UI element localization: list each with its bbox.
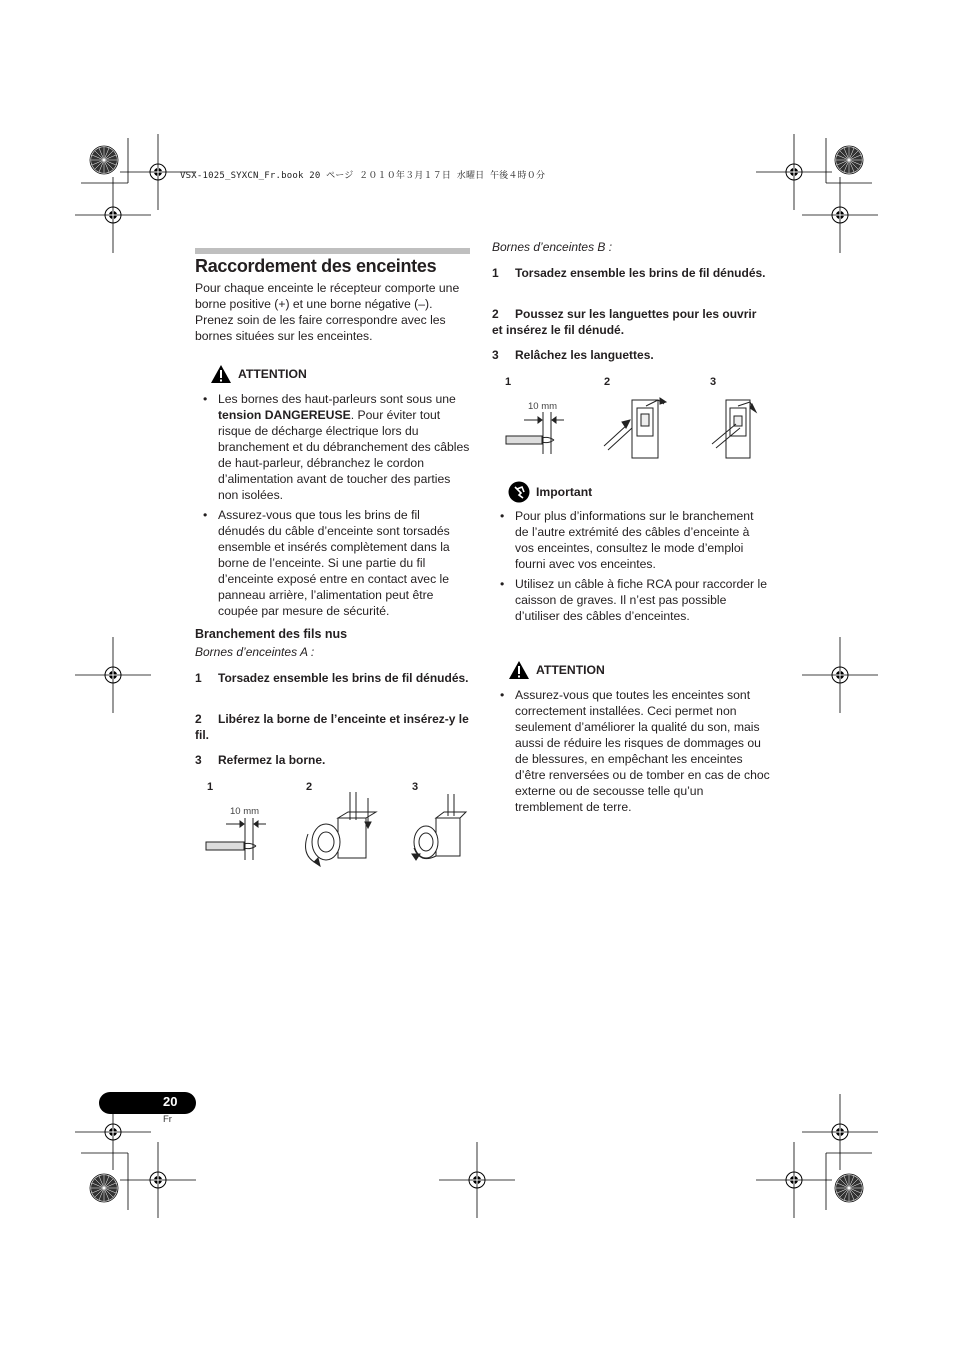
wire-illustration — [506, 412, 564, 454]
figure-b-dimension: 10 mm — [528, 401, 558, 412]
figure-b-label-3: 3 — [710, 376, 717, 388]
step-a3: 3 Refermez la borne. — [195, 753, 326, 767]
step-b2: 2 Poussez sur les languettes pour les ouvrir et insérez le fil dénudé. — [492, 307, 757, 337]
spring-terminal-open-illustration — [604, 398, 666, 458]
wire-illustration — [206, 818, 266, 860]
figure-b-label-1: 1 — [505, 376, 512, 388]
section-title: Raccordement des enceintes — [195, 256, 437, 276]
step-b1: 1 Torsadez ensemble les brins de fil dénudés. — [492, 266, 766, 280]
print-header: VSX-1025_SYXCN_Fr.book 20 ページ ２０１０年３月１７日 水曜日 午後４時０分 — [180, 171, 546, 181]
section-bar — [195, 248, 470, 254]
figure-b-label-2: 2 — [604, 376, 611, 388]
terminal-open-illustration — [306, 792, 376, 866]
step-a1: 1 Torsadez ensemble les brins de fil dénudés. — [195, 671, 469, 685]
intro-paragraph: Pour chaque enceinte le récepteur comporte une borne positive (+) et une borne négative (–). Prenez soin de les faire correspondre avec les bornes situées sur les enceintes. — [195, 281, 460, 343]
page-language: Fr — [163, 1114, 172, 1125]
subheading: Branchement des fils nus — [195, 627, 348, 641]
spring-terminal-closed-illustration — [712, 400, 756, 458]
warning-icon — [508, 660, 530, 680]
important-note-icon — [508, 481, 530, 503]
attention-label: ATTENTION — [536, 663, 605, 677]
terminal-label-a: Bornes d’enceintes A : — [195, 645, 315, 659]
warning-icon — [210, 364, 232, 384]
important-list — [492, 508, 770, 628]
figure-b-illustration — [500, 390, 770, 465]
figure-a-illustration — [200, 790, 470, 875]
list-item: • Utilisez un câble à fiche RCA pour raccorder le caisson de graves. Il n’est pas possible d’utiliser des câbles d’enceintes. — [492, 576, 770, 624]
attention-list-right — [492, 687, 770, 819]
list-item: • Assurez-vous que toutes les enceintes sont correctement installées. Ceci permet non seulement d’améliorer la qualité du son, mais aussi de réduire les risques de dommages ou de blessures, en empêchant les enceintes d’être renversées ou de tomber en cas de choc externe ou de secousse telle qu’un tremblement de terre. — [492, 687, 770, 815]
step-a2: 2 Libérez la borne de l’enceinte et insérez-y le fil. — [195, 712, 469, 742]
attention-list-left — [195, 391, 470, 623]
figure-a-label-2: 2 — [306, 781, 313, 793]
important-heading — [508, 481, 592, 503]
attention-heading-left — [210, 364, 307, 384]
page-number-badge — [99, 1092, 196, 1114]
list-item: • Pour plus d’informations sur le branchement de l’autre extrémité des câbles d’enceinte à vos enceintes, consultez le mode d’emploi fourni avec vos enceintes. — [492, 508, 770, 572]
attention-heading-right — [508, 660, 605, 680]
attention-label: ATTENTION — [238, 367, 307, 381]
figure-a-label-1: 1 — [207, 781, 214, 793]
list-item: • Les bornes des haut-parleurs sont sous une tension DANGEREUSE. Pour éviter tout risque de décharge électrique lors du branchement et du débranchement des câbles de haut-parleur, débranchez le cordon d’alimentation avant de toucher des parties non isolées. — [195, 391, 470, 503]
terminal-closed-illustration — [412, 794, 466, 860]
step-b3: 3 Relâchez les languettes. — [492, 348, 654, 362]
figure-a-label-3: 3 — [412, 781, 419, 793]
page-number: 20 — [163, 1094, 178, 1109]
important-label: Important — [536, 485, 593, 499]
terminal-label-b: Bornes d’enceintes B : — [492, 240, 613, 254]
list-item: • Assurez-vous que tous les brins de fil dénudés du câble d’enceinte sont torsadés ensemble et insérés complètement dans la borne de l’enceinte. Si une partie du fil d’enceinte exposé entre en contact avec le panneau arrière, l’alimentation peut être coupée par mesure de sécurité. — [195, 507, 470, 619]
figure-a-dimension: 10 mm — [230, 806, 260, 817]
